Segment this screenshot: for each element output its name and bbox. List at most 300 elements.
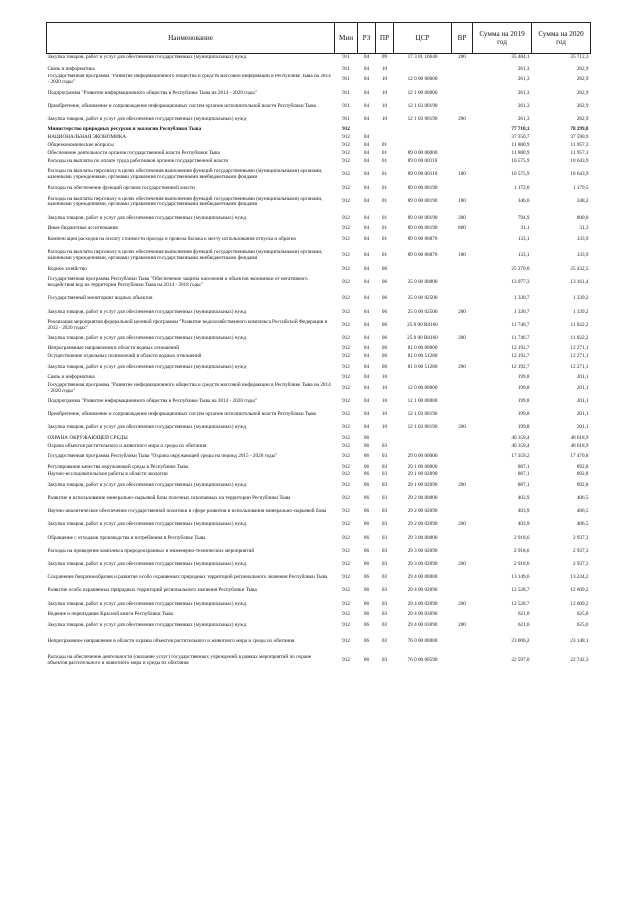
cell-sum-2020: 133,9: [576, 251, 589, 258]
table-row: [47, 165, 591, 184]
cell-sum-2020: 12 271,1: [570, 363, 589, 370]
cell-vr: [452, 395, 473, 408]
cell-csr: 12 1 03 00190: [407, 102, 438, 109]
cell-min: 911: [342, 115, 350, 122]
cell-rz: 06: [363, 587, 370, 594]
cell-vr: 800: [458, 225, 466, 232]
cell-sum-2019: 10 575,9: [511, 157, 530, 164]
cell-pr: 06: [381, 334, 388, 341]
cell-sum-2019: 2 918,6: [513, 547, 530, 554]
cell-sum-2020: 625,0: [576, 621, 589, 628]
cell-pr: 06: [381, 321, 388, 328]
cell-pr: 06: [381, 295, 388, 302]
cell-sum-2019: 403,9: [517, 508, 530, 515]
cell-csr: 29 1 00 02090: [407, 471, 438, 478]
table-row: [47, 353, 591, 361]
cell-min: 912: [342, 334, 350, 341]
cell-pr: 03: [381, 657, 388, 664]
cell-rz: 04: [363, 134, 370, 141]
cell-sum-2019: 621,0: [517, 611, 530, 618]
cell-pr: [376, 126, 394, 134]
cell-sum-2020: 11 957,3: [570, 149, 589, 156]
cell-name: Закупка товаров, работ и услуг для обеспечения государственных (муниципальных) нужд: [47, 560, 247, 567]
cell-sum-2020: 133,9: [576, 235, 589, 242]
cell-sum-2020: 201,1: [576, 397, 589, 404]
cell-name: Закупка товаров, работ и услуг для обеспечения государственных (муниципальных) нужд: [47, 600, 247, 607]
cell-rz: 04: [363, 89, 370, 96]
cell-sum-2020: 40 618,9: [570, 434, 589, 441]
cell-pr: 10: [381, 76, 388, 83]
cell-sum-2019: 40 359,4: [511, 442, 530, 449]
cell-min: 912: [342, 463, 350, 470]
cell-min: 912: [342, 424, 350, 431]
cell-rz: 04: [363, 251, 370, 258]
cell-csr: 81 0 00 51280: [407, 353, 438, 360]
table-row: [47, 293, 591, 306]
cell-sum-2019: 261,3: [517, 115, 530, 122]
cell-sum-2020: 37 590,9: [570, 134, 589, 141]
cell-csr: 89 0 00 00000: [407, 149, 438, 156]
cell-sum-2020: 892,8: [576, 481, 589, 488]
cell-sum-2019: 346,0: [517, 198, 530, 205]
cell-name: Непрограммное направление в области охраны объектов растительного и животного мира и среды их обитания: [47, 637, 295, 644]
cell-rz: 04: [363, 353, 370, 360]
cell-pr: 06: [381, 308, 388, 315]
cell-csr: 76 0 00 00590: [407, 657, 438, 664]
cell-sum-2020: 10 643,9: [570, 171, 589, 178]
cell-sum-2019: 77 710,1: [511, 126, 530, 133]
cell-csr: 29 4 00 00000: [407, 574, 438, 581]
cell-min: 912: [342, 374, 350, 381]
cell-vr: 100: [458, 171, 466, 178]
cell-rz: 06: [363, 621, 370, 628]
table-row: [47, 74, 591, 87]
cell-csr: 29 4 00 03090: [407, 611, 438, 618]
cell-vr: 100: [458, 198, 466, 205]
cell-min: 912: [342, 521, 350, 528]
cell-name: Непрограммные направления в области водных отношений: [47, 345, 179, 352]
cell-sum-2020: 31,3: [579, 225, 589, 232]
cell-csr: 29 4 00 03090: [407, 621, 438, 628]
cell-csr: 12 1 03 00190: [407, 424, 438, 431]
table-row: [47, 632, 591, 651]
cell-csr: 89 0 00 00190: [407, 225, 438, 232]
cell-sum-2020: 11 822,2: [570, 334, 589, 341]
cell-vr: 200: [458, 600, 466, 607]
cell-pr: 03: [381, 508, 388, 515]
cell-rz: 04: [363, 54, 370, 61]
cell-rz: 04: [363, 279, 370, 286]
cell-vr: [452, 126, 473, 134]
table-row: [47, 193, 591, 212]
cell-name: Закупка товаров, работ и услуг для обеспечения государственных (муниципальных) нужд: [47, 521, 247, 528]
cell-sum-2019: 11 746,7: [511, 321, 530, 328]
cell-vr: [452, 532, 473, 545]
cell-csr: 29 1 00 02090: [407, 481, 438, 488]
cell-csr: 89 0 00 00190: [407, 198, 438, 205]
cell-name: Осуществление отдельных полномочий в области водных отношений: [47, 353, 202, 360]
cell-sum-2019: 13 149,6: [511, 574, 530, 581]
cell-vr: 100: [458, 251, 466, 258]
cell-name: Обеспечение деятельности органов государственной власти Республики Тыва: [47, 149, 220, 156]
cell-sum-2020: 201,1: [576, 384, 589, 391]
cell-rz: [358, 126, 376, 134]
cell-pr: 03: [381, 495, 388, 502]
table-row: [47, 225, 591, 233]
cell-sum-2019: 199,8: [517, 424, 530, 431]
cell-sum-2020: 348,2: [576, 198, 589, 205]
cell-pr: 06: [381, 265, 388, 272]
cell-sum-2019: 1 330,7: [513, 308, 530, 315]
cell-sum-2020: 17 470,8: [570, 453, 589, 460]
cell-sum-2020: 40 618,9: [570, 442, 589, 449]
cell-pr: 01: [381, 198, 388, 205]
table-row: [47, 492, 591, 505]
cell-vr: [452, 585, 473, 598]
cell-csr: 29 3 00 02090: [407, 547, 438, 554]
cell-sum-2020: 201,1: [576, 411, 589, 418]
cell-rz: 06: [363, 547, 370, 554]
cell-sum-2020: 22 742,3: [570, 657, 589, 664]
cell-name: Закупка товаров, работ и услуг для обеспечения государственных (муниципальных) нужд: [47, 334, 247, 341]
table-row: [47, 150, 591, 158]
cell-rz: 04: [363, 308, 370, 315]
cell-csr: 12 1 00 00000: [407, 397, 438, 404]
cell-rz: 04: [363, 265, 370, 272]
cell-vr: [452, 443, 473, 451]
cell-sum-2019: 12 192,7: [511, 363, 530, 370]
cell-vr: [452, 471, 473, 479]
table-row: [47, 134, 591, 142]
cell-csr: 29 1 00 00000: [407, 463, 438, 470]
table-row: [47, 435, 591, 443]
cell-sum-2020: 262,9: [576, 89, 589, 96]
cell-name: Научно-исследовательские работы в области экологии: [47, 471, 168, 478]
cell-csr: [394, 134, 452, 142]
cell-rz: 06: [363, 508, 370, 515]
table-row: [47, 265, 591, 273]
cell-sum-2019: 794,9: [517, 214, 530, 221]
cell-sum-2020: 13 161,4: [570, 279, 589, 286]
cell-csr: 12 1 03 00190: [407, 411, 438, 418]
cell-sum-2019: 621,0: [517, 621, 530, 628]
cell-pr: 01: [381, 235, 388, 242]
cell-pr: 03: [381, 534, 388, 541]
table-row: [47, 545, 591, 558]
cell-pr: 03: [381, 471, 388, 478]
table-row: [47, 66, 591, 74]
cell-rz: 06: [363, 463, 370, 470]
cell-csr: 89 0 00 00110: [407, 157, 438, 164]
table-row: [47, 100, 591, 113]
cell-name: Закупка товаров, работ и услуг для обеспечения государственных (муниципальных) нужд: [47, 115, 247, 122]
cell-sum-2019: 11 880,9: [511, 141, 530, 148]
cell-name: Реализация мероприятия федеральной целевой программы "Развитие водохозяйственного комплекса Российской Федерации в 2012 - 2020 годах": [47, 319, 328, 331]
cell-pr: 03: [381, 453, 388, 460]
cell-vr: [452, 134, 473, 142]
cell-sum-2019: 23 000,2: [511, 637, 530, 644]
cell-min: 912: [342, 411, 350, 418]
cell-pr: [376, 435, 394, 443]
cell-pr: 01: [381, 251, 388, 258]
table-row: [47, 464, 591, 472]
header-min: Мин: [335, 23, 358, 54]
table-row: [47, 233, 591, 246]
cell-csr: 89 0 00 00190: [407, 214, 438, 221]
cell-sum-2020: 11 822,2: [570, 321, 589, 328]
cell-rz: 06: [363, 560, 370, 567]
cell-vr: [452, 233, 473, 246]
cell-vr: 200: [458, 54, 466, 61]
cell-sum-2019: 35 484,1: [511, 54, 530, 61]
cell-rz: 04: [363, 76, 370, 83]
cell-name: Связь и информатика: [47, 65, 95, 72]
cell-vr: 200: [458, 334, 466, 341]
cell-pr: 01: [381, 157, 388, 164]
cell-pr: 10: [381, 65, 388, 72]
cell-vr: [452, 185, 473, 193]
cell-sum-2019: 12 192,7: [511, 353, 530, 360]
cell-name: Закупка товаров, работ и услуг для обеспечения государственных (муниципальных) нужд: [47, 54, 247, 61]
cell-sum-2019: 133,1: [517, 235, 530, 242]
cell-min: 912: [342, 214, 350, 221]
cell-min: 912: [342, 353, 350, 360]
cell-min: 912: [342, 251, 350, 258]
cell-csr: 17 3 01 10640: [407, 54, 438, 61]
cell-pr: 03: [381, 574, 388, 581]
cell-min: 912: [342, 657, 350, 664]
table-row: [47, 142, 591, 150]
table-row: [47, 382, 591, 395]
cell-min: 912: [342, 534, 350, 541]
cell-csr: 29 3 00 02090: [407, 560, 438, 567]
cell-sum-2019: 11 746,7: [511, 334, 530, 341]
cell-min: 912: [342, 141, 350, 148]
cell-sum-2019: 13 077,3: [511, 279, 530, 286]
cell-csr: [394, 66, 452, 74]
cell-vr: 200: [458, 214, 466, 221]
cell-min: 912: [342, 171, 350, 178]
cell-sum-2020: 2 937,3: [572, 560, 589, 567]
cell-rz: 04: [363, 321, 370, 328]
cell-vr: 200: [458, 481, 466, 488]
cell-pr: 06: [381, 345, 388, 352]
cell-sum-2020: 23 148,1: [570, 637, 589, 644]
cell-min: 912: [342, 235, 350, 242]
cell-name: Государственная программа "Развитие информационного общества и средств массовой информации в Республике Тыва на 2014 - 2020 годы": [47, 73, 331, 86]
cell-sum-2019: 133,1: [517, 251, 530, 258]
cell-min: 912: [342, 442, 350, 449]
cell-rz: 06: [363, 481, 370, 488]
cell-name: Расходы на выплаты по оплате труда работников органов государственной власти: [47, 157, 229, 164]
cell-name: Общеэкономические вопросы: [47, 141, 114, 148]
cell-name: Закупка товаров, работ и услуг для обеспечения государственных (муниципальных) нужд: [47, 424, 247, 431]
cell-pr: 03: [381, 547, 388, 554]
header-sum-2019: Сумма на 2019 год: [473, 23, 532, 54]
cell-min: 912: [342, 453, 350, 460]
cell-name: Расходы на выплаты персоналу в целях обеспечения выполнения функций государственными (муниципальными) органами, казенными учреждениями, органами управления государственными внебюджетными фондами: [47, 249, 323, 261]
cell-min: 912: [342, 308, 350, 315]
cell-sum-2019: 12 528,7: [511, 587, 530, 594]
header-rz: РЗ: [358, 23, 376, 54]
table-row: [47, 361, 591, 374]
cell-sum-2020: 262,9: [576, 102, 589, 109]
cell-min: 912: [342, 637, 350, 644]
cell-name: Закупка товаров, работ и услуг для обеспечения государственных (муниципальных) нужд: [47, 481, 247, 488]
table-row: [47, 395, 591, 408]
cell-pr: 03: [381, 621, 388, 628]
cell-name: Подпрограмма "Развитие информационного общества в Республике Тыва на 2014 - 2020 годы": [47, 397, 257, 404]
cell-name: Обращение с отходами производства и потребления в Республике Тыва: [47, 534, 206, 541]
header-vr: ВР: [452, 23, 473, 54]
cell-vr: [452, 382, 473, 395]
cell-vr: 200: [458, 363, 466, 370]
table-row: [47, 54, 591, 62]
cell-min: 912: [342, 126, 350, 133]
cell-csr: 12 1 00 00000: [407, 89, 438, 96]
cell-sum-2019: 261,3: [517, 102, 530, 109]
cell-rz: 06: [363, 637, 370, 644]
cell-name: Государственная программа Республики Тыва "Обеспечение защиты населения и объектов экономики от негативного воздействия вод на территории Республики Тыва на 2014 - 2018 годы": [47, 276, 308, 288]
cell-vr: [452, 158, 473, 166]
cell-min: 912: [342, 157, 350, 164]
cell-min: 912: [342, 363, 350, 370]
cell-rz: 04: [363, 171, 370, 178]
cell-pr: 03: [381, 481, 388, 488]
cell-pr: 03: [381, 600, 388, 607]
cell-sum-2020: 2 937,3: [572, 534, 589, 541]
cell-csr: 29 3 00 00000: [407, 534, 438, 541]
cell-name: Связь и информатика: [47, 374, 95, 381]
budget-document: [46, 22, 590, 671]
cell-name: Закупка товаров, работ и услуг для обеспечения государственных (муниципальных) нужд: [47, 621, 247, 628]
cell-sum-2019: 12 528,7: [511, 600, 530, 607]
cell-sum-2019: 199,8: [517, 411, 530, 418]
cell-csr: 29 0 00 00000: [407, 453, 438, 460]
cell-sum-2020: 12 271,1: [570, 353, 589, 360]
cell-min: 912: [342, 471, 350, 478]
cell-name: Расходы на обеспечение функций органов государственной власти: [47, 184, 195, 191]
cell-min: 912: [342, 295, 350, 302]
cell-name: Охрана объектов растительного и животного мира и среды их обитания: [47, 442, 207, 449]
table-row: [47, 571, 591, 584]
table-row: [47, 345, 591, 353]
cell-sum-2020: 25 432,5: [570, 265, 589, 272]
cell-sum-2020: 892,8: [576, 463, 589, 470]
cell-name: НАЦИОНАЛЬНАЯ ЭКОНОМИКА: [47, 134, 127, 141]
cell-name: Компенсация расходов на оплату стоимости проезда и провоза багажа к месту использования отпуска и обратно: [47, 235, 297, 242]
cell-sum-2020: 406,5: [576, 521, 589, 528]
cell-csr: 25 0 00 R0160: [407, 334, 438, 341]
cell-vr: [452, 293, 473, 306]
cell-sum-2019: 887,1: [517, 471, 530, 478]
cell-sum-2019: 12 192,7: [511, 345, 530, 352]
cell-sum-2019: 1 172,0: [513, 184, 530, 191]
cell-sum-2020: 35 712,3: [570, 54, 589, 61]
cell-csr: 25 0 00 02500: [407, 308, 438, 315]
cell-vr: 200: [458, 424, 466, 431]
cell-rz: 04: [363, 214, 370, 221]
cell-sum-2019: 403,9: [517, 521, 530, 528]
cell-vr: 200: [458, 521, 466, 528]
cell-pr: 01: [381, 225, 388, 232]
cell-vr: [452, 100, 473, 113]
cell-name: Закупка товаров, работ и услуг для обеспечения государственных (муниципальных) нужд: [47, 308, 247, 315]
cell-vr: 200: [458, 308, 466, 315]
table-header: [47, 23, 591, 54]
cell-csr: 81 0 00 51280: [407, 363, 438, 370]
cell-sum-2020: 78 299,8: [570, 126, 589, 133]
cell-min: 912: [342, 574, 350, 581]
cell-rz: 04: [363, 198, 370, 205]
cell-min: 912: [342, 279, 350, 286]
cell-csr: 12 0 00 00000: [407, 384, 438, 391]
cell-csr: 29 4 00 02090: [407, 600, 438, 607]
cell-sum-2020: 201,1: [576, 424, 589, 431]
cell-rz: 04: [363, 141, 370, 148]
budget-table: [46, 22, 591, 671]
table-row: [47, 158, 591, 166]
table-row: [47, 374, 591, 382]
cell-vr: [452, 505, 473, 518]
cell-pr: 10: [381, 411, 388, 418]
cell-csr: [394, 126, 452, 134]
cell-min: 912: [342, 481, 350, 488]
table-row: [47, 479, 591, 492]
cell-rz: 04: [363, 374, 370, 381]
cell-vr: [452, 492, 473, 505]
cell-min: 912: [342, 508, 350, 515]
cell-csr: 25 0 00 R0160: [407, 321, 438, 328]
cell-sum-2019: 1 330,7: [513, 295, 530, 302]
cell-name: Расходы на обеспечение деятельности (оказание услуг) государственных учреждений в рамках мероприятий по охране объектов растительного и животного мира и среды их обитания: [47, 654, 312, 667]
cell-sum-2020: 406,5: [576, 495, 589, 502]
cell-min: 912: [342, 198, 350, 205]
cell-name: Развитие особо охраняемых природных территорий регионального значения Республики Тыва: [47, 587, 257, 594]
cell-pr: 03: [381, 442, 388, 449]
cell-sum-2020: 262,9: [576, 76, 589, 83]
cell-sum-2020: 262,9: [576, 65, 589, 72]
header-pr: ПР: [376, 23, 394, 54]
cell-sum-2020: 892,8: [576, 471, 589, 478]
cell-rz: 04: [363, 384, 370, 391]
cell-sum-2020: 1 179,5: [572, 184, 589, 191]
cell-name: Министерство природных ресурсов и экологии Республики Тыва: [47, 126, 202, 133]
cell-min: 912: [342, 134, 350, 141]
cell-min: 912: [342, 321, 350, 328]
cell-csr: 29 2 00 02090: [407, 521, 438, 528]
cell-rz: 06: [363, 657, 370, 664]
cell-pr: 01: [381, 171, 388, 178]
cell-name: Расходы на выплаты персоналу в целях обеспечения выполнения функций государственными (муниципальными) органами, казенными учреждениями, органами управления государственными внебюджетными фондами: [47, 168, 323, 181]
cell-sum-2020: 625,0: [576, 611, 589, 618]
cell-sum-2019: 11 880,9: [511, 149, 530, 156]
cell-sum-2020: 1 339,2: [572, 308, 589, 315]
table-row: [47, 332, 591, 345]
cell-min: 912: [342, 265, 350, 272]
cell-vr: [452, 345, 473, 353]
cell-rz: 04: [363, 295, 370, 302]
cell-rz: 04: [363, 184, 370, 191]
cell-name: Развитие и использование минерально-сырьевой базы полезных ископаемых на территории Республики Тыва: [47, 495, 291, 502]
cell-sum-2020: 262,9: [576, 115, 589, 122]
cell-min: 911: [342, 65, 350, 72]
cell-csr: 25 0 00 00000: [407, 279, 438, 286]
cell-pr: 06: [381, 279, 388, 286]
cell-name: Закупка товаров, работ и услуг для обеспечения государственных (муниципальных) нужд: [47, 363, 247, 370]
cell-sum-2019: 887,1: [517, 481, 530, 488]
header-csr: ЦСР: [394, 23, 452, 54]
